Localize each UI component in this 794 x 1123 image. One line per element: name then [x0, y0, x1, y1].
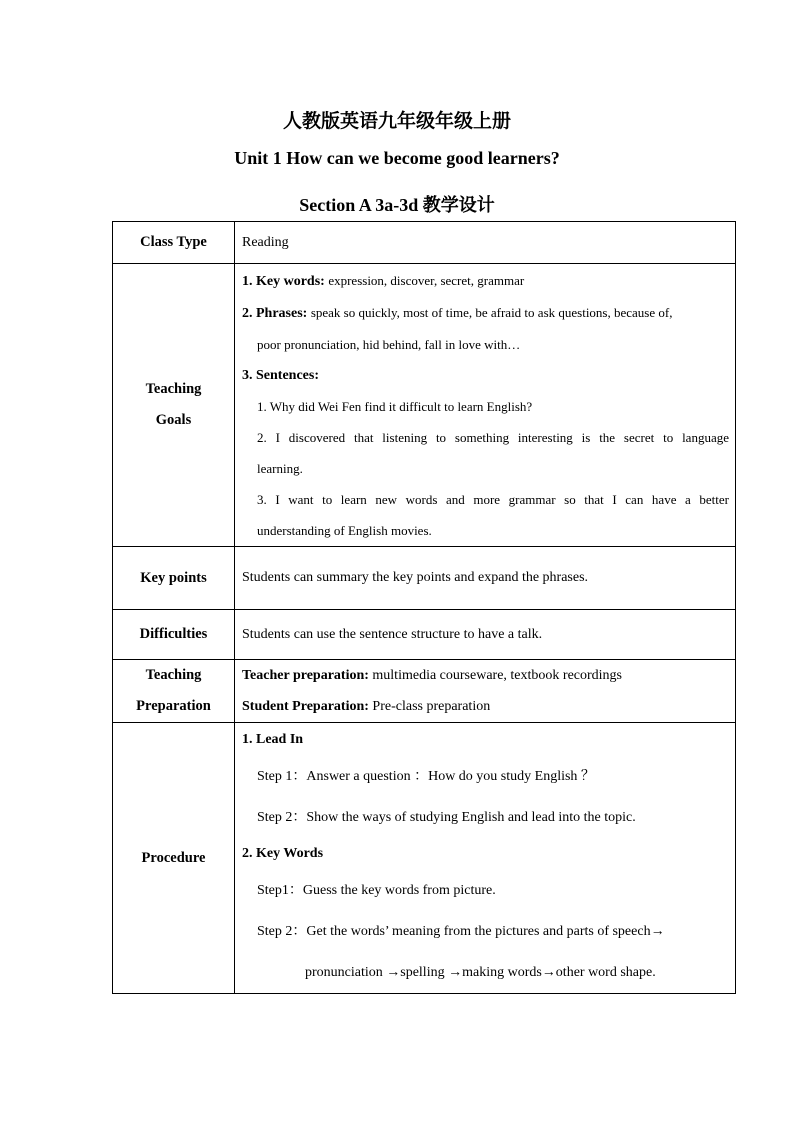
teacher-preparation-line [242, 660, 729, 691]
phrases-text-2: poor pronunciation, hid behind, fall in love with… [257, 337, 521, 352]
table-row-procedure [113, 723, 736, 994]
class-type-text: Reading [242, 234, 289, 250]
class-type-label: Class Type [113, 222, 235, 264]
teaching-goals-value [235, 264, 736, 547]
key-words-step-2-cont: pronunciation →spelling →making words→other word shape. [305, 965, 656, 980]
table-row-difficulties [113, 610, 736, 660]
lead-in-step-2: Step 2：Show the ways of studying English and lead into the topic. [257, 810, 636, 825]
phrases-text-1: speak so quickly, most of time, be afraid to ask questions, because of, [310, 305, 673, 320]
teaching-goals-label [113, 264, 235, 547]
student-preparation-text: Pre-class preparation [372, 699, 491, 714]
phrases-line [242, 297, 729, 329]
sentence-2b: learning. [257, 461, 303, 476]
teaching-goals-label-line-1: Teaching [145, 381, 202, 397]
difficulties-text: Students can use the sentence structure to have a talk. [242, 626, 543, 642]
document-title: 人教版英语九年级年级上册 [282, 111, 511, 132]
teaching-goals-label-line-2: Goals [155, 412, 192, 428]
teacher-preparation-text: multimedia courseware, textbook recordings [372, 668, 622, 683]
lesson-plan-table [112, 221, 736, 994]
table-row-key-points [113, 547, 736, 610]
table-row-class-type [113, 222, 736, 264]
table-row-teaching-goals [113, 264, 736, 547]
key-words-label: 1. Key words: [242, 274, 325, 289]
student-preparation-line [242, 691, 729, 722]
key-points-value [235, 547, 736, 610]
procedure-label: Procedure [113, 723, 235, 994]
sentence-1: 1. Why did Wei Fen find it difficult to learn English? [257, 399, 533, 414]
difficulties-value [235, 610, 736, 660]
teaching-preparation-value [235, 660, 736, 723]
teacher-preparation-label: Teacher preparation: [242, 668, 369, 683]
section-title: Section A 3a-3d 教学设计 [299, 195, 495, 215]
student-preparation-label: Student Preparation: [242, 699, 369, 714]
sentence-3b: understanding of English movies. [257, 523, 432, 538]
key-words-heading: 2. Key Words [242, 846, 324, 861]
sentence-3a: 3. I want to learn new words and more grammar so that I can have a better [257, 492, 729, 507]
table-row-teaching-preparation [113, 660, 736, 723]
key-words-step-1: Step1：Guess the key words from picture. [257, 883, 496, 898]
teaching-preparation-label-line-2: Preparation [136, 698, 211, 714]
key-words-line [242, 265, 729, 297]
key-points-text: Students can summary the key points and expand the phrases. [242, 570, 589, 585]
lead-in-heading: 1. Lead In [242, 732, 304, 747]
phrases-label: 2. Phrases: [242, 306, 308, 321]
sentence-2a: 2. I discovered that listening to something interesting is the secret to language [257, 430, 729, 445]
key-words-text: expression, discover, secret, grammar [328, 273, 525, 288]
unit-title: Unit 1 How can we become good learners? [234, 148, 560, 168]
class-type-value [235, 222, 736, 264]
teaching-preparation-label [113, 660, 235, 723]
key-words-step-2: Step 2：Get the words’ meaning from the pictures and parts of speech→ [257, 924, 665, 939]
sentences-label: 3. Sentences: [242, 368, 319, 383]
teaching-preparation-label-line-1: Teaching [145, 667, 202, 683]
lead-in-step-1: Step 1：Answer a question ：How do you study English ？ [257, 769, 595, 784]
procedure-value [235, 723, 736, 994]
key-points-label: Key points [113, 547, 235, 610]
difficulties-label: Difficulties [113, 610, 235, 660]
